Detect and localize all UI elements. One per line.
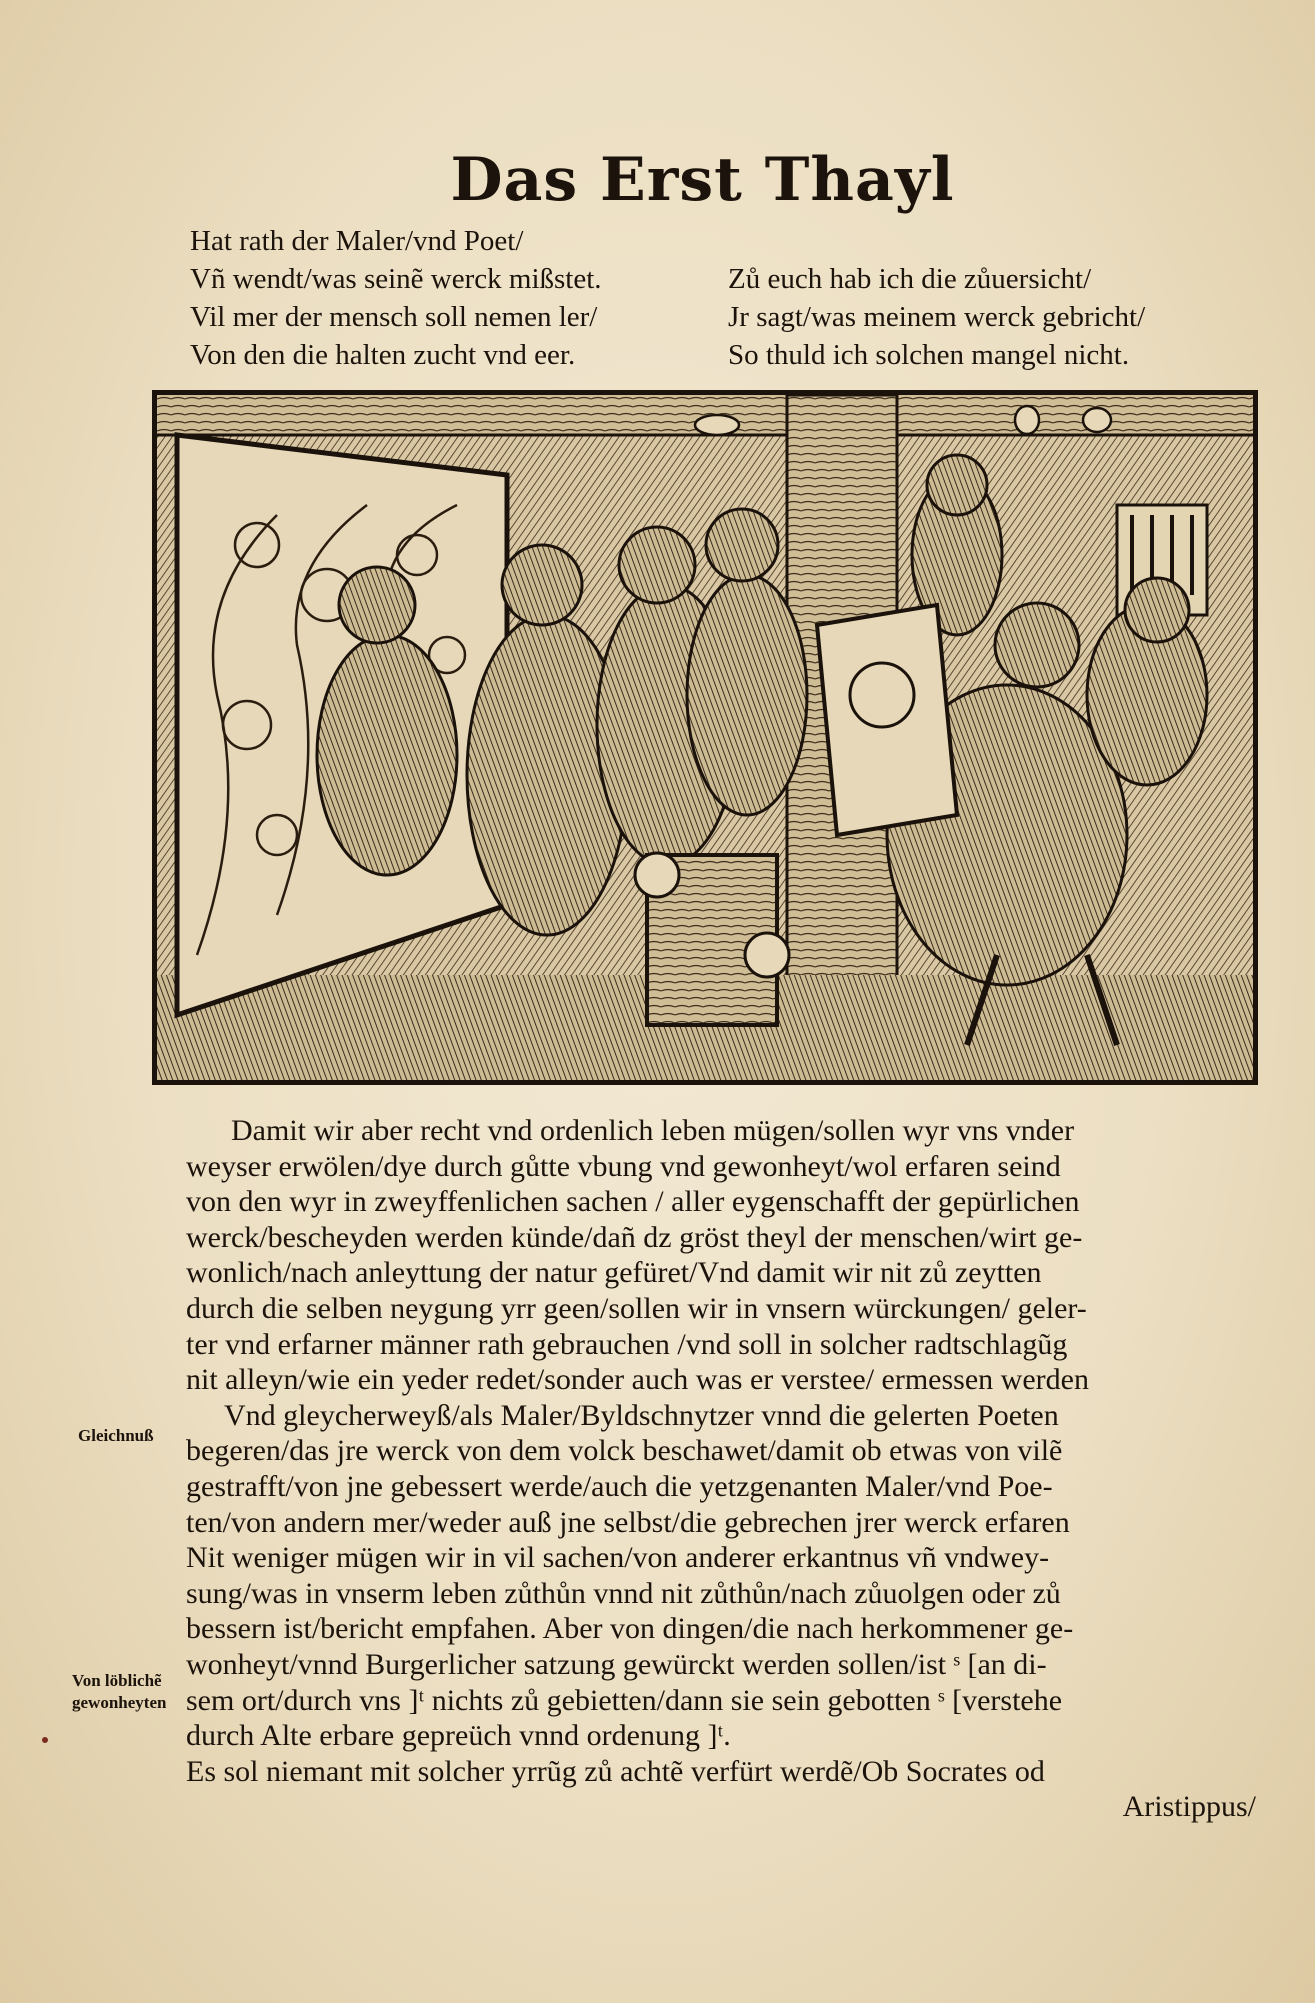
text-line: begeren/das jre werck von dem volck beschawet/damit ob etwas von vilẽ [186, 1434, 1063, 1468]
marginal-note-loebliche [72, 1670, 166, 1714]
marginal-note-line: Von löblichẽ [72, 1671, 162, 1690]
text-line: sem ort/durch vns ]ᵗ nichts zů gebietten/dann sie sein gebotten ˢ [verstehe [186, 1683, 1063, 1717]
verse-line: Vil mer der mensch soll nemen ler/ [190, 301, 598, 333]
verse-line: Zů euch hab ich die zůuersicht/ [728, 263, 1092, 295]
text-line: weyser erwölen/dye durch gůtte vbung vnd gewonheyt/wol erfaren seind [186, 1149, 1061, 1183]
text-line: Es sol niemant mit solcher yrrũg zů achtẽ verfürt werdẽ/Ob Socrates od [186, 1754, 1045, 1788]
text-line: Nit weniger mügen wir in vil sachen/von anderer erkantnus vñ vndwey- [186, 1541, 1050, 1575]
ink-spot [42, 1737, 48, 1743]
text-line: gestrafft/von jne gebessert werde/auch die yetzgenanten Maler/vnd Poe- [186, 1469, 1053, 1503]
text-line: wonheyt/vnnd Burgerlicher satzung gewürckt werden sollen/ist ˢ [an di- [186, 1647, 1047, 1681]
text-line: ter vnd erfarner männer rath gebrauchen /vnd soll in solcher radtschlagũg [186, 1327, 1068, 1361]
text-line: bessern ist/bericht empfahen. Aber von dingen/die nach herkommener ge- [186, 1612, 1074, 1646]
page-title: Das Erst Thayl [450, 145, 955, 215]
marginal-note-gleichnus: Gleichnuß [78, 1426, 154, 1445]
text-line: werck/bescheyden werden künde/dañ dz gröst theyl der menschen/wirt ge- [186, 1220, 1083, 1254]
verse-right-column [728, 260, 1145, 374]
text-line: wonlich/nach anleyttung der natur gefüret/Vnd damit wir nit zů zeytten [186, 1256, 1042, 1290]
text-line: durch die selben neygung yrr geen/sollen wir in vnsern würckungen/ geler- [186, 1291, 1087, 1325]
body-text [186, 1113, 1266, 1825]
text-line: Vnd gleycherweyß/als Maler/Byldschnytzer vnnd die gelerten Poeten [224, 1398, 1059, 1432]
verse-block [190, 222, 1270, 382]
text-line: durch Alte erbare gepreüch vnnd ordenung ]ᵗ. [186, 1719, 731, 1753]
verse-line: Hat rath der Maler/vnd Poet/ [190, 225, 524, 257]
marginal-note-line: gewonheyten [72, 1693, 167, 1712]
text-line: Damit wir aber recht vnd ordenlich leben mügen/sollen wyr vns vnder [231, 1114, 1075, 1147]
text-line: sung/was in vnserm leben zůthůn vnnd nit zůthůn/nach zůuolgen oder zů [186, 1576, 1061, 1610]
text-line: von den wyr in zweyffenlichen sachen / aller eygenschafft der gepürlichen [186, 1185, 1080, 1219]
painter-workshop-woodcut-icon [157, 395, 1253, 1080]
catchword: Aristippus/ [1122, 1790, 1256, 1824]
verse-line: Von den die halten zucht vnd eer. [190, 339, 576, 371]
woodcut-illustration [152, 390, 1258, 1085]
verse-line: Jr sagt/was meinem werck gebricht/ [728, 301, 1146, 333]
text-line: ten/von andern mer/weder auß jne selbst/die gebrechen jrer werck erfaren [186, 1505, 1070, 1539]
text-line: nit alleyn/wie ein yeder redet/sonder auch was er verstee/ ermessen werden [186, 1363, 1089, 1397]
verse-left-column [190, 222, 602, 374]
verse-line: So thuld ich solchen mangel nicht. [728, 339, 1130, 371]
verse-line: Vñ wendt/was seinẽ werck mißstet. [190, 263, 602, 295]
